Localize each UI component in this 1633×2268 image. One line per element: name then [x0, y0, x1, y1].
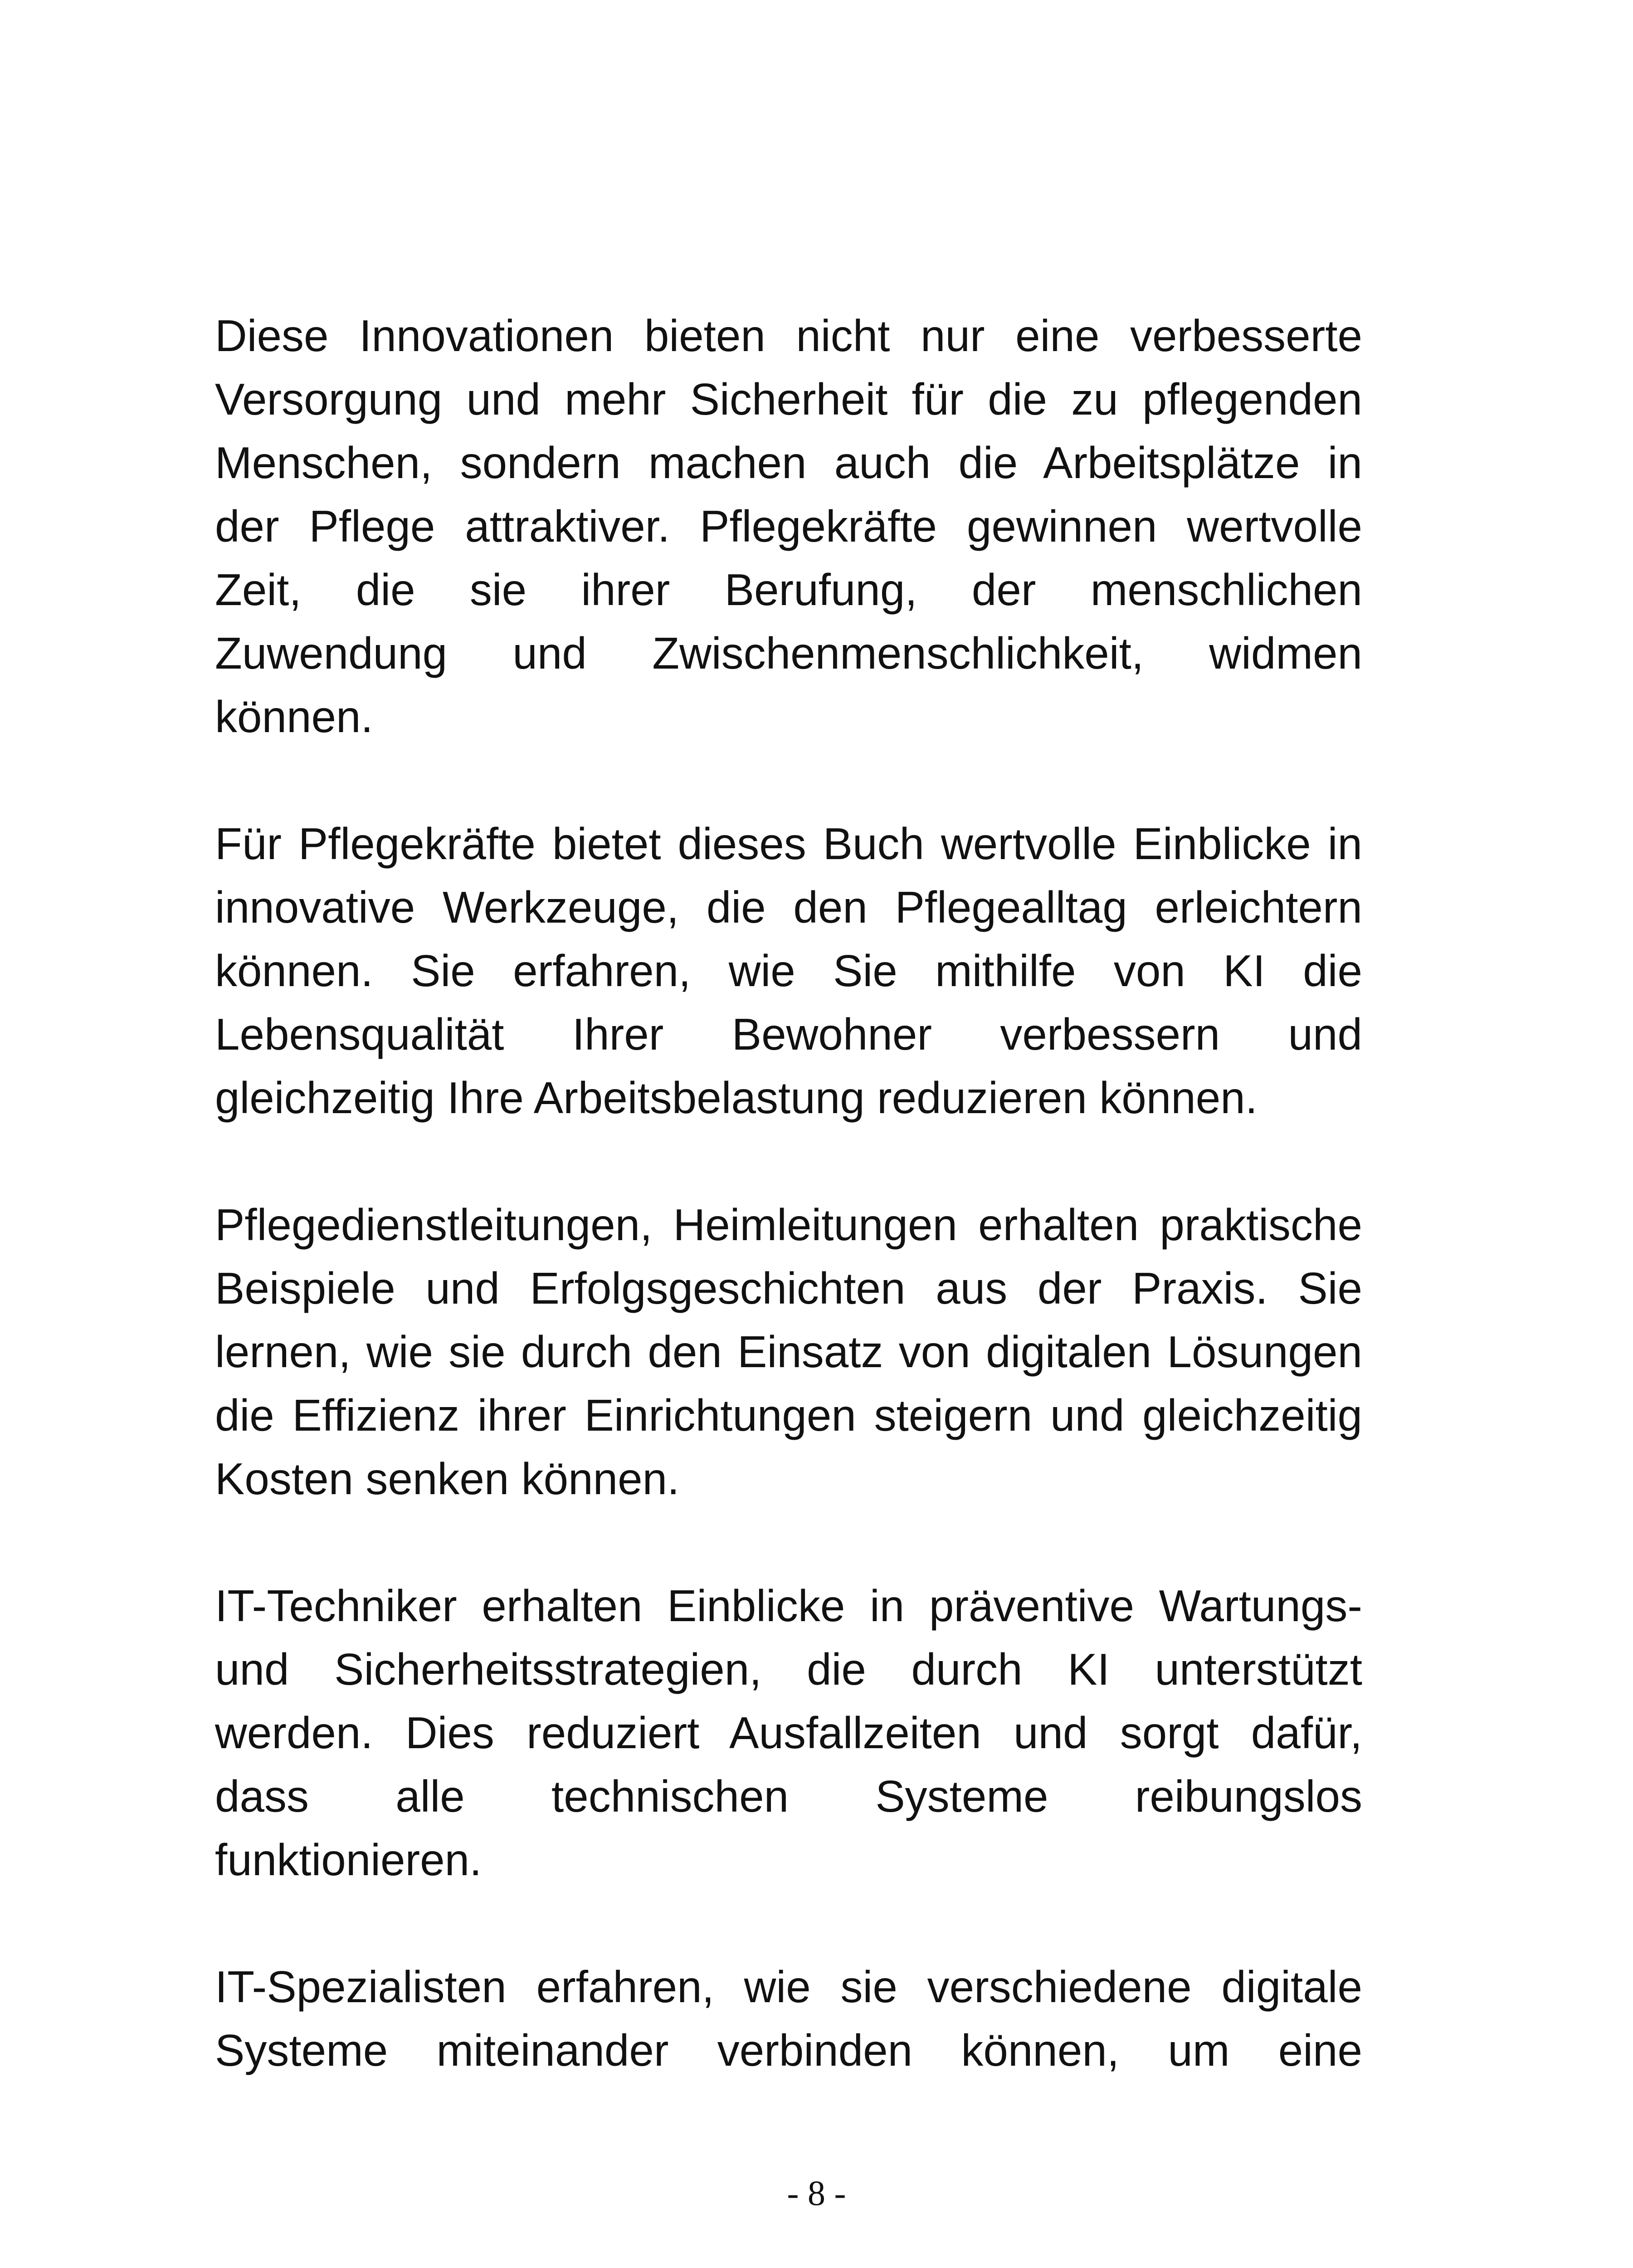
text-line: Zeit, die sie ihrer Berufung, der menschlichen: [215, 565, 1362, 615]
paragraph-1: [215, 304, 1362, 748]
text-line: Beispiele und Erfolgsgeschichten aus der Praxis. Sie: [215, 1263, 1362, 1313]
text-line: IT-Spezialisten erfahren, wie sie verschiedene digitale: [215, 1962, 1362, 2012]
text-line: Lebensqualität Ihrer Bewohner verbessern und: [215, 1009, 1362, 1059]
text-line: und Sicherheitsstrategien, die durch KI unterstützt: [215, 1644, 1362, 1694]
text-line: können. Sie erfahren, wie Sie mithilfe von KI die: [215, 946, 1362, 996]
text-line: lernen, wie sie durch den Einsatz von digitalen Lösungen: [215, 1327, 1362, 1377]
text-line: gleichzeitig Ihre Arbeitsbelastung reduzieren können.: [215, 1073, 1258, 1123]
text-line: Kosten senken können.: [215, 1454, 680, 1504]
paragraph-5: [215, 1955, 1362, 2082]
text-line: die Effizienz ihrer Einrichtungen steigern und gleichzeitig: [215, 1390, 1362, 1440]
text-line: funktionieren.: [215, 1835, 482, 1885]
page-number: - 8 -: [787, 2173, 846, 2213]
text-line: IT-Techniker erhalten Einblicke in präventive Wartungs-: [215, 1581, 1362, 1631]
text-line: Pflegedienstleitungen, Heimleitungen erhalten praktische: [215, 1200, 1362, 1250]
text-line: können.: [215, 692, 373, 742]
text-line: Menschen, sondern machen auch die Arbeitsplätze in: [215, 438, 1362, 488]
text-line: dass alle technischen Systeme reibungslos: [215, 1771, 1362, 1821]
text-line: werden. Dies reduziert Ausfallzeiten und sorgt dafür,: [215, 1708, 1362, 1758]
paragraph-2: [215, 812, 1362, 1129]
text-line: Diese Innovationen bieten nicht nur eine verbesserte: [215, 311, 1362, 361]
body-text: [215, 304, 1362, 2082]
text-line: Für Pflegekräfte bietet dieses Buch wertvolle Einblicke in: [215, 819, 1362, 869]
text-line: der Pflege attraktiver. Pflegekräfte gewinnen wertvolle: [215, 501, 1362, 551]
text-line: innovative Werkzeuge, die den Pflegealltag erleichtern: [215, 882, 1362, 932]
paragraph-4: [215, 1574, 1362, 1892]
text-line: Versorgung und mehr Sicherheit für die zu pflegenden: [215, 374, 1362, 424]
text-line: Systeme miteinander verbinden können, um eine: [215, 2025, 1362, 2075]
text-line: Zuwendung und Zwischenmenschlichkeit, widmen: [215, 628, 1362, 678]
paragraph-3: [215, 1193, 1362, 1510]
